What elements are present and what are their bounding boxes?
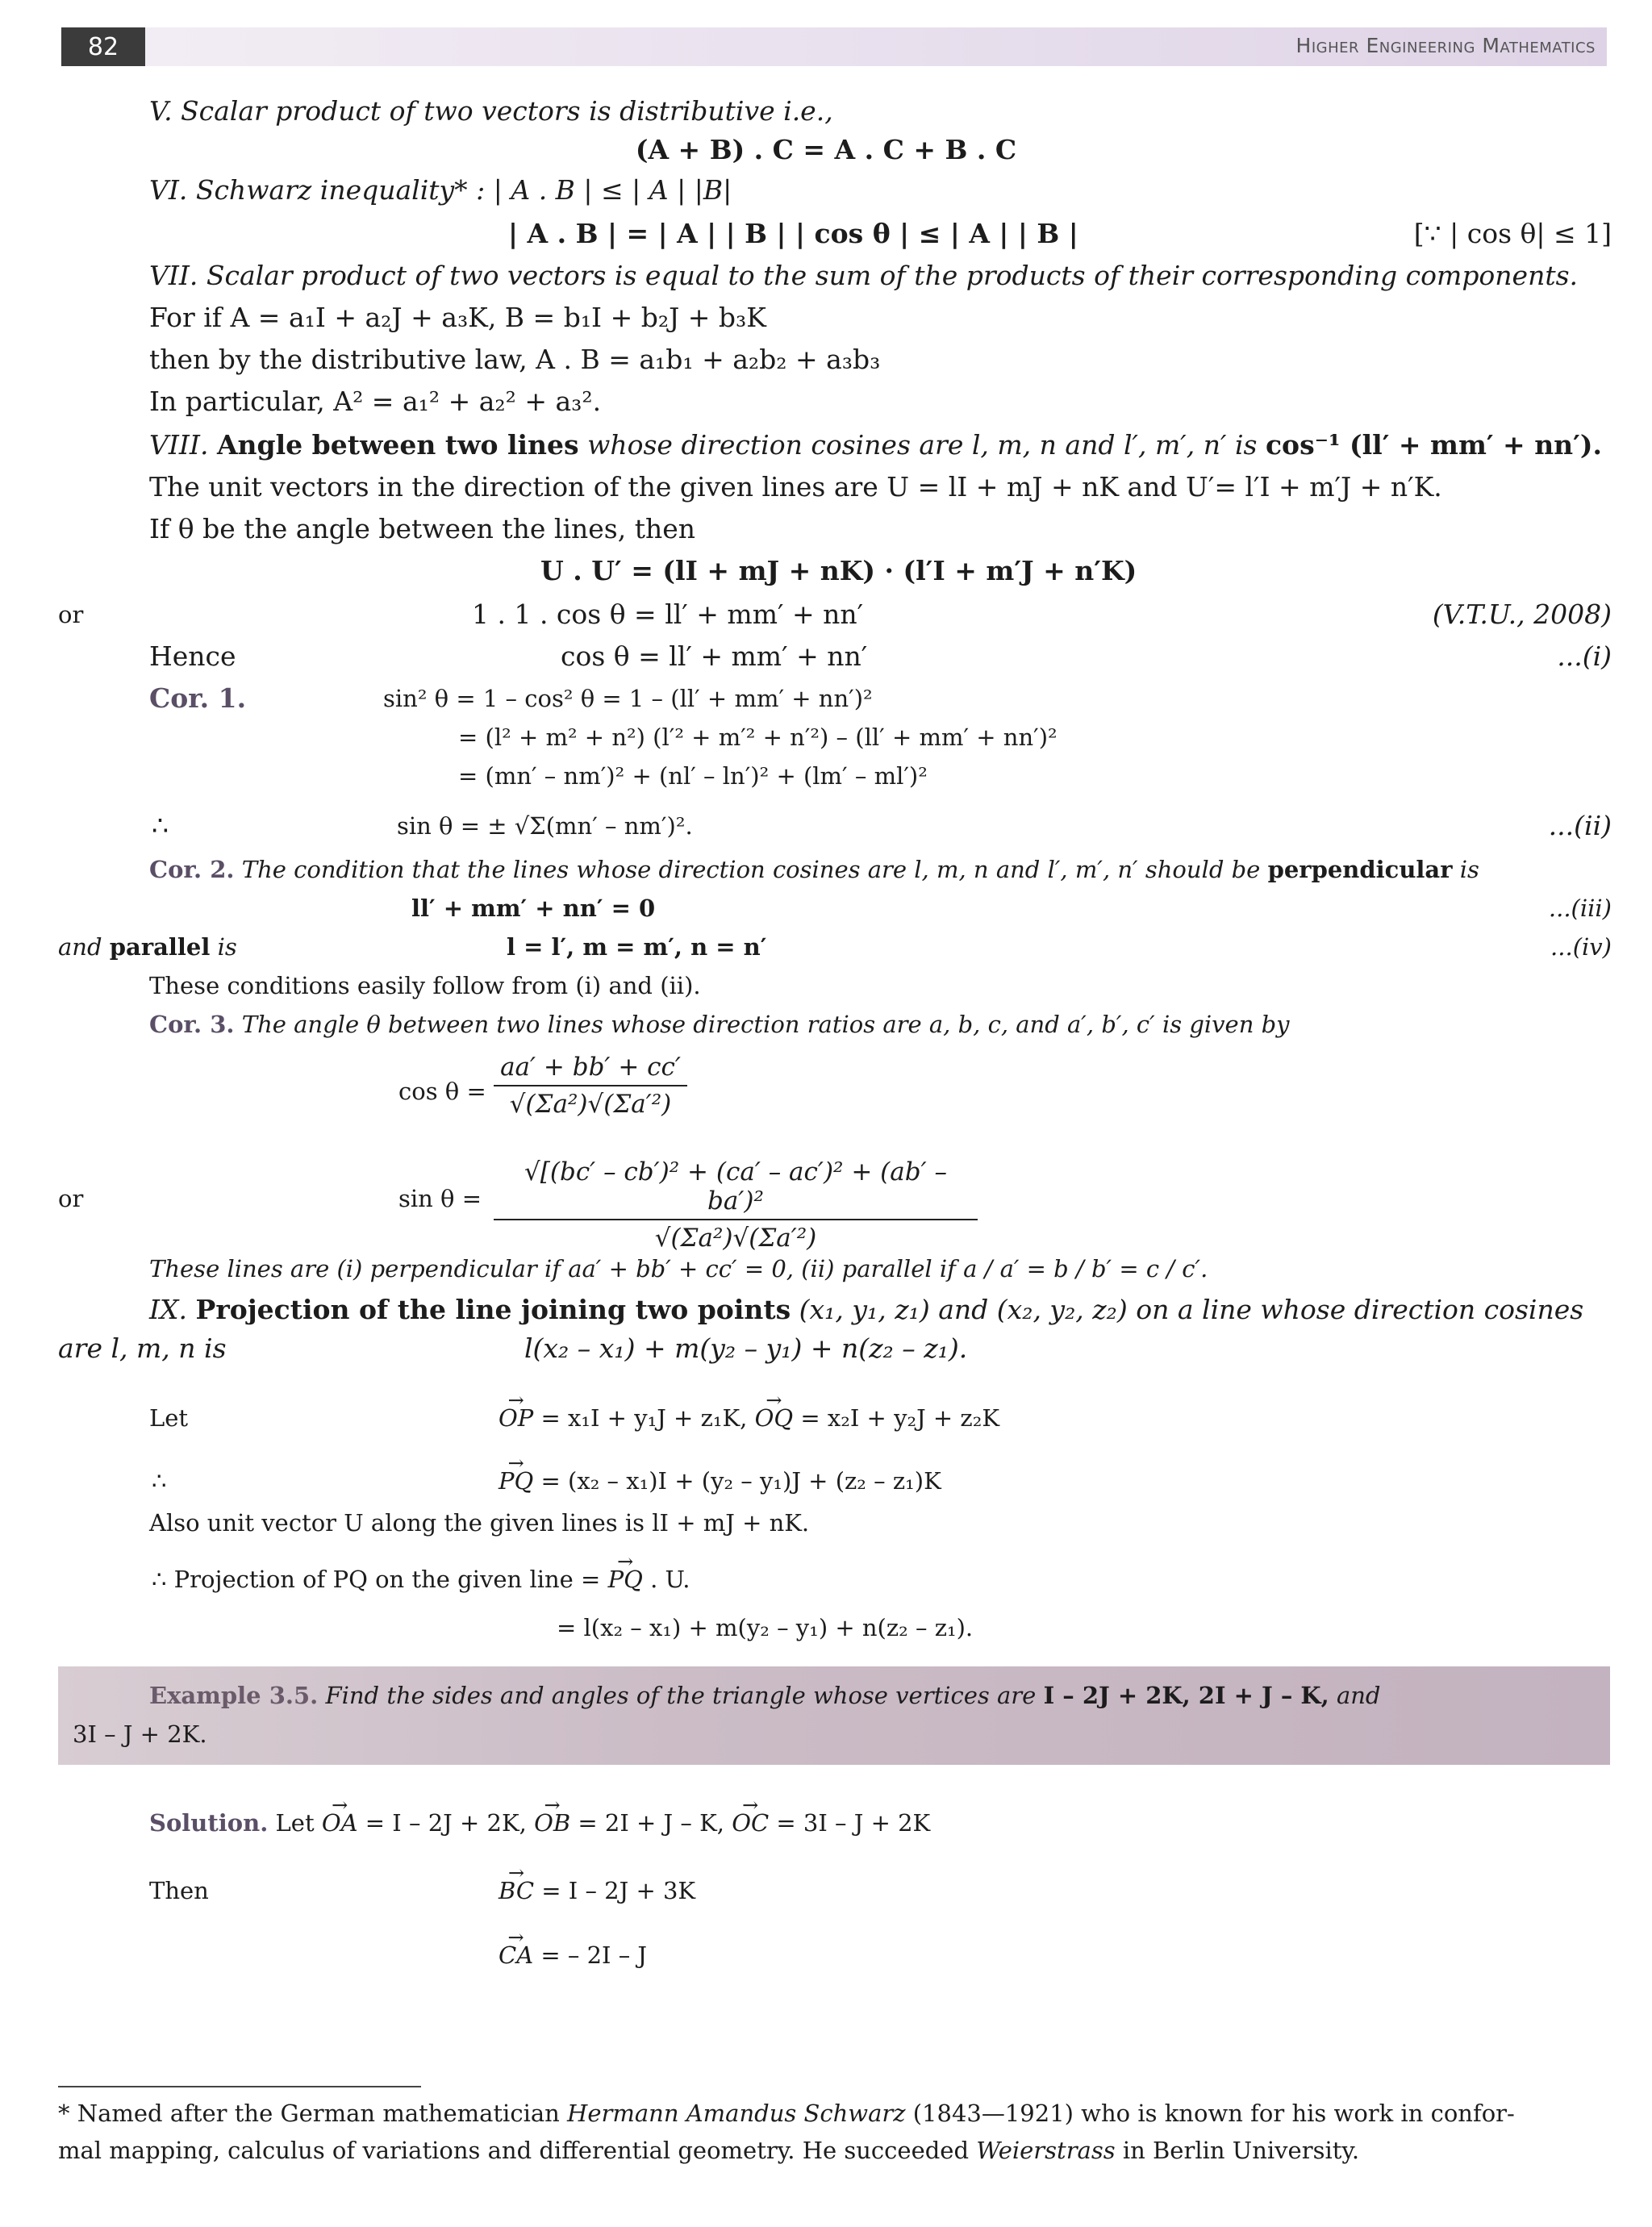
let-label: Let — [149, 1404, 189, 1432]
footnote-line-2: mal mapping, calculus of variations and differential geometry. He succeeded Weierstrass in Berlin University. — [58, 2137, 1360, 2164]
equation-ca: → CA = – 2I – J — [499, 1939, 647, 1971]
ix-heading: Projection of the line joining two points — [195, 1294, 791, 1325]
property-vi: VI. Schwarz inequality* : | A . B | ≤ | A | |B| — [149, 174, 732, 206]
unit-vector-note: Also unit vector U along the given lines is lI + mJ + nK. — [149, 1509, 810, 1537]
example-label: Example 3.5. — [149, 1682, 319, 1709]
and-parallel-label: and parallel is — [58, 933, 237, 961]
equation-sin-3: = (mn′ – nm′)² + (nl′ – ln′)² + (lm′ – ml′)² — [458, 762, 928, 790]
footnote-rule — [58, 2086, 421, 2087]
vector-ca: → CA — [499, 1939, 533, 1971]
ix-text-cont: are l, m, n is — [58, 1332, 227, 1364]
equation-bc: → BC = I – 2J + 3K — [499, 1875, 695, 1907]
therefore-symbol-2: ∴ — [152, 1467, 167, 1495]
solution-line: Solution. Let → OA = I – 2J + 2K, → OB = 2I + J – K, → OC = 3I – J + 2K — [149, 1807, 930, 1839]
equation-schwarz: | A . B | = | A | | B | | cos θ | ≤ | A | | B | — [508, 218, 1078, 249]
sin-fraction — [494, 1157, 978, 1253]
equation-distributive: (A + B) . C = A . C + B . C — [635, 134, 1017, 165]
therefore-symbol: ∴ — [152, 810, 169, 841]
vector-bc: → BC — [499, 1875, 534, 1907]
ix-numeral: IX. — [149, 1294, 188, 1325]
vector-ob: → OB — [534, 1807, 570, 1839]
vector-pq-2: → PQ — [608, 1563, 643, 1595]
equation-pq: → PQ = (x₂ – x₁)I + (y₂ – y₁)J + (z₂ – z₁)K — [499, 1465, 941, 1497]
equation-dot-product: U . U′ = (lI + mJ + nK) · (l′I + m′J + n′K) — [540, 555, 1137, 586]
equation-perpendicular: ll′ + mm′ + nn′ = 0 — [411, 895, 656, 922]
projection-statement: ∴ Projection of PQ on the given line = → PQ . U. — [152, 1563, 690, 1595]
or-label-2: or — [58, 1185, 84, 1212]
vector-oq: → OQ — [755, 1402, 794, 1434]
cor3-label: Cor. 3. — [149, 1011, 235, 1038]
page-header — [61, 27, 1607, 66]
property-viii — [149, 429, 1602, 461]
running-title: Higher Engineering Mathematics — [1295, 34, 1596, 57]
cos-fraction — [494, 1053, 687, 1119]
vector-pq: → PQ — [499, 1465, 533, 1497]
equation-cos-2: cos θ = ll′ + mm′ + nn′ — [561, 640, 868, 672]
property-ix — [149, 1294, 1583, 1326]
property-v: V. Scalar product of two vectors is distributive i.e., — [149, 95, 833, 127]
cor3-statement: The angle θ between two lines whose direction ratios are a, b, c, and a′, b′, c′ is given by — [241, 1011, 1290, 1038]
citation-vtu: (V.T.U., 2008) — [1432, 598, 1612, 630]
angle-intro: If θ be the angle between the lines, then — [149, 513, 695, 544]
lines-condition-note: These lines are (i) perpendicular if aa′ + bb′ + cc′ = 0, (ii) parallel if a / a′ = b / b′ = c / c′. — [149, 1255, 1208, 1282]
projection-result: = l(x₂ – x₁) + m(y₂ – y₁) + n(z₂ – z₁). — [557, 1614, 974, 1641]
cor2-condition: The condition that the lines whose direction cosines are l, m, n and l′, m′, n′ should be — [241, 856, 1261, 883]
components-definition: For if A = a₁I + a₂J + a₃K, B = b₁I + b₂J + b₃K — [149, 302, 766, 333]
page-number: 82 — [61, 27, 145, 66]
eq-tag-i: ...(i) — [1557, 640, 1612, 672]
cor3-text — [149, 1008, 1290, 1041]
sin-lhs: sin θ = — [398, 1185, 482, 1212]
vector-op: → OP — [499, 1402, 533, 1434]
equation-parallel: l = l′, m = m′, n = n′ — [507, 933, 767, 961]
equation-sin-1: sin² θ = 1 – cos² θ = 1 – (ll′ + mm′ + nn′)² — [383, 685, 873, 712]
or-label: or — [58, 601, 84, 628]
cor1-label: Cor. 1. — [149, 682, 247, 714]
projection-formula: l(x₂ – x₁) + m(y₂ – y₁) + n(z₂ – z₁). — [524, 1332, 968, 1364]
equation-sin-2: = (l² + m² + n²) (l′² + m′² + n′²) – (ll′ + mm′ + nn′)² — [458, 724, 1058, 751]
viii-heading: Angle between two lines — [216, 429, 579, 461]
cor2-is: is — [1459, 856, 1479, 883]
cos-numerator: aa′ + bb′ + cc′ — [500, 1053, 681, 1082]
conditions-note: These conditions easily follow from (i) and (ii). — [149, 972, 701, 999]
sin-denominator: √(Σa²)√(Σa′²) — [654, 1224, 817, 1253]
vector-oa: → OA — [322, 1807, 358, 1839]
then-label: Then — [149, 1877, 209, 1904]
example-line-1: Example 3.5. Find the sides and angles of the triangle whose vertices are I – 2J + 2K, 2I + J – K, and — [149, 1682, 1381, 1709]
property-vii: VII. Scalar product of two vectors is equal to the sum of the products of their corresponding components. — [149, 260, 1579, 291]
sin-numerator: √[(bc′ – cb′)² + (ca′ – ac′)² + (ab′ – ba′)² — [524, 1157, 947, 1216]
cor2-label: Cor. 2. — [149, 856, 235, 883]
cos-lhs: cos θ = — [398, 1078, 486, 1105]
equation-cos-1: 1 . 1 . cos θ = ll′ + mm′ + nn′ — [472, 598, 864, 630]
viii-text: whose direction cosines are l, m, n and l′, m′, n′ is — [587, 429, 1258, 461]
square-result: In particular, A² = a₁² + a₂² + a₃². — [149, 386, 602, 417]
equation-op-oq: → OP = x₁I + y₁J + z₁K, → OQ = x₂I + y₂J + z₂K — [499, 1402, 999, 1434]
ix-text: (x₁, y₁, z₁) and (x₂, y₂, z₂) on a line whose direction cosines — [799, 1294, 1584, 1325]
eq-tag-iv: ...(iv) — [1550, 933, 1612, 961]
unit-vectors: The unit vectors in the direction of the given lines are U = lI + mJ + nK and U′= l′I + m′J + n′K. — [149, 471, 1442, 503]
equation-sin-4: sin θ = ± √Σ(mn′ – nm′)². — [397, 812, 693, 840]
footnote-line-1: * Named after the German mathematician Hermann Amandus Schwarz (1843—1921) who is known for his work in confor- — [58, 2100, 1515, 2127]
cor2-text — [149, 853, 1479, 886]
viii-formula: cos⁻¹ (ll′ + mm′ + nn′). — [1265, 429, 1602, 461]
cos-denominator: √(Σa²)√(Σa′²) — [509, 1090, 672, 1119]
note-cos-bound: [∵ | cos θ| ≤ 1] — [1413, 218, 1612, 249]
eq-tag-iii: ...(iii) — [1548, 895, 1612, 922]
example-line-2: 3I – J + 2K. — [73, 1720, 207, 1748]
eq-tag-ii: ...(ii) — [1548, 810, 1612, 841]
distributive-result: then by the distributive law, A . B = a₁b₁ + a₂b₂ + a₃b₃ — [149, 344, 881, 375]
solution-label: Solution. — [149, 1809, 269, 1837]
viii-numeral: VIII. — [149, 429, 209, 461]
cor2-perpendicular: perpendicular — [1267, 856, 1453, 883]
hence-label: Hence — [149, 640, 236, 672]
vector-oc: → OC — [732, 1807, 769, 1839]
